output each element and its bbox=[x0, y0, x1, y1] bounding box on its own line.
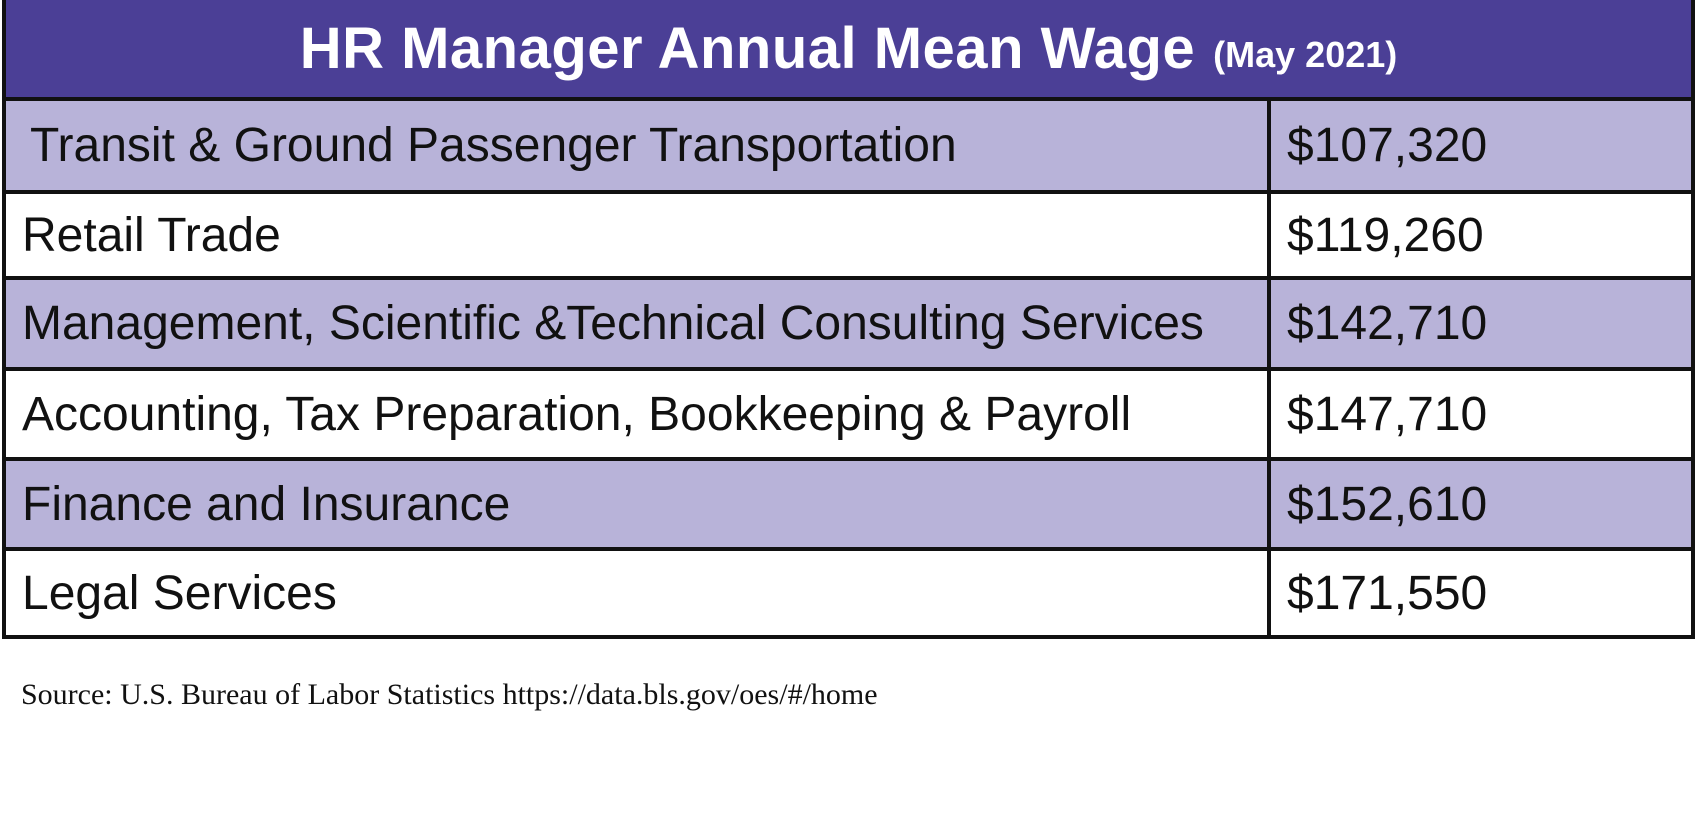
table-title: HR Manager Annual Mean Wage bbox=[299, 16, 1196, 81]
industry-cell: Accounting, Tax Preparation, Bookkeeping & Payroll bbox=[6, 371, 1271, 457]
wage-cell: $147,710 bbox=[1287, 387, 1488, 441]
table-row bbox=[6, 194, 1691, 280]
industry-cell: Finance and Insurance bbox=[6, 461, 1271, 547]
wage-cell: $142,710 bbox=[1287, 297, 1488, 350]
table-subtitle: (May 2021) bbox=[1213, 33, 1398, 75]
table-row bbox=[6, 101, 1691, 194]
table-row bbox=[6, 461, 1691, 551]
industry-cell: Legal Services bbox=[6, 551, 1271, 635]
wage-cell: $119,260 bbox=[1287, 208, 1484, 262]
table-row bbox=[6, 551, 1691, 635]
wage-cell: $171,550 bbox=[1287, 566, 1488, 620]
table-row bbox=[6, 371, 1691, 461]
industry-cell: Retail Trade bbox=[6, 194, 1271, 276]
table-row bbox=[6, 280, 1691, 371]
wage-table bbox=[2, 0, 1695, 639]
industry-cell: Transit & Ground Passenger Transportation bbox=[6, 101, 1271, 190]
industry-cell: Management, Scientific &Technical Consulting Services bbox=[6, 280, 1271, 367]
wage-cell: $152,610 bbox=[1287, 477, 1488, 531]
table-title-bar bbox=[6, 0, 1691, 101]
wage-cell: $107,320 bbox=[1287, 119, 1488, 172]
source-note: Source: U.S. Bureau of Labor Statistics https://data.bls.gov/oes/#/home bbox=[21, 678, 878, 711]
